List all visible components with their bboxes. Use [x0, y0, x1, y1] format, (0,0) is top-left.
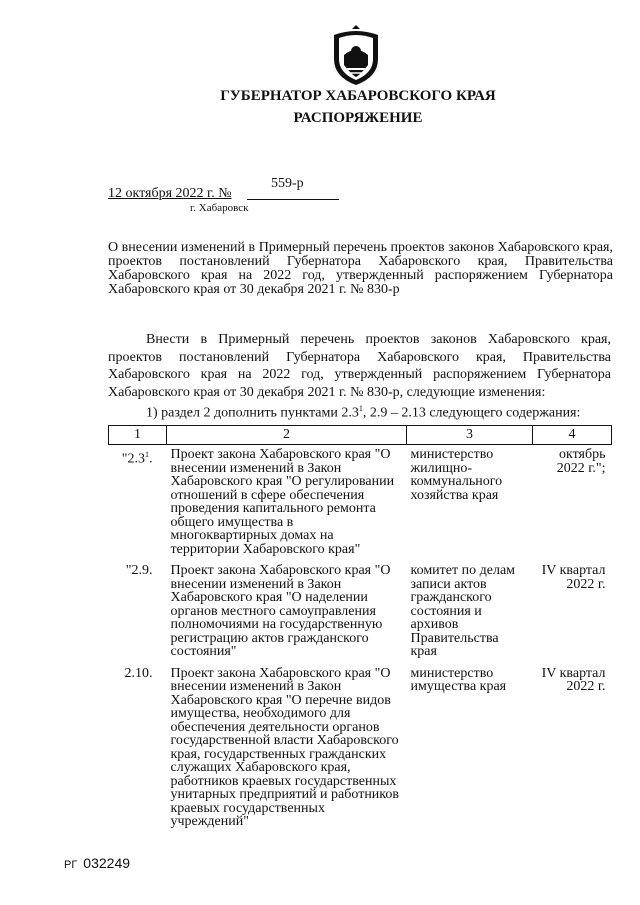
- document-subject: О внесении изменений в Примерный перечень проектов законов Хабаровского края, проектов постановлений Губернатора Хабаровского края, Правительства Хабаровского края на 2022 год, утвержденный распоряжением Губернатора Хабаровского края от 30 декабря 2021 г. № 830-р: [108, 240, 613, 297]
- item-1-superscript: 1: [358, 404, 363, 413]
- item-1-text: 1) раздел 2 дополнить пунктами 2.3: [146, 405, 359, 421]
- deadline: IV квартал 2022 г.: [541, 665, 606, 694]
- project-name: Проект закона Хабаровского края "О внесении изменений в Закон Хабаровского края "О наделении органов местного самоуправления полномочиями на государственную регистрацию актов гражданского состояния": [170, 563, 391, 659]
- deadline: октябрь 2022 г.";: [556, 447, 606, 476]
- row-number: 2.10.: [124, 665, 153, 681]
- responsible-executor: министерство жилищно-коммунального хозяйства края: [410, 447, 503, 503]
- form-serial-number: 032249: [83, 855, 131, 871]
- authority-title: ГУБЕРНАТОР ХАБАРОВСКОГО КРАЯ: [220, 88, 496, 104]
- column-header: 1: [109, 426, 167, 445]
- item-1: [146, 404, 580, 422]
- document-date: 12 октября 2022 г. №: [108, 186, 232, 201]
- document-type: РАСПОРЯЖЕНИЕ: [293, 110, 423, 126]
- row-number-text: "2.3: [121, 451, 145, 467]
- document-number: 559-р: [271, 176, 304, 191]
- responsible-executor: комитет по делам записи актов гражданского состояния и архивов Правительства края: [410, 563, 516, 659]
- responsible-executor: министерство имущества края: [410, 665, 507, 694]
- project-name: Проект закона Хабаровского края "О внесении изменений в Закон Хабаровского края "О регулировании отношений в сфере обеспечения проведения капитального ремонта общего имущества в многоквартирных домах на территории Хабаровского края": [170, 447, 395, 557]
- form-serial: [64, 855, 130, 871]
- table-header-row: [109, 426, 612, 445]
- amendments-table: [108, 425, 612, 834]
- form-series: РГ: [64, 859, 78, 871]
- column-header: 4: [533, 426, 612, 445]
- document-place: г. Хабаровск: [190, 202, 249, 214]
- column-header: 3: [407, 426, 533, 445]
- table-row: [109, 561, 612, 664]
- row-number: [109, 445, 167, 562]
- coat-of-arms-icon: [330, 25, 382, 87]
- table-row: [109, 664, 612, 834]
- row-number: "2.9.: [125, 563, 153, 578]
- row-number-suffix: .: [149, 451, 153, 467]
- column-header: 2: [167, 426, 407, 445]
- item-1-text-end: , 2.9 – 2.13 следующего содержания:: [362, 405, 581, 421]
- project-name: Проект закона Хабаровского края "О внесении изменений в Закон Хабаровского края "О перечне видов имущества, необходимого для обеспечения деятельности органов государственной власти Хабаровского края, государственных гражданских служащих Хабаровского края, работников краевых государственных унитарных предприятий и работников краевых государственных учреждений": [170, 665, 400, 829]
- intro-paragraph: Внести в Примерный перечень проектов законов Хабаровского края, проектов постановлений Губернатора Хабаровского края, Правительства Хабаровского края на 2022 год, утвержденный распоряжением Губернатора Хабаровского края от 30 декабря 2021 г. № 830-р, следующие изменения:: [108, 332, 611, 400]
- deadline: IV квартал 2022 г.: [541, 563, 606, 592]
- row-number-superscript: 1: [145, 450, 149, 459]
- number-underline: [247, 199, 339, 200]
- table-row: [109, 445, 612, 562]
